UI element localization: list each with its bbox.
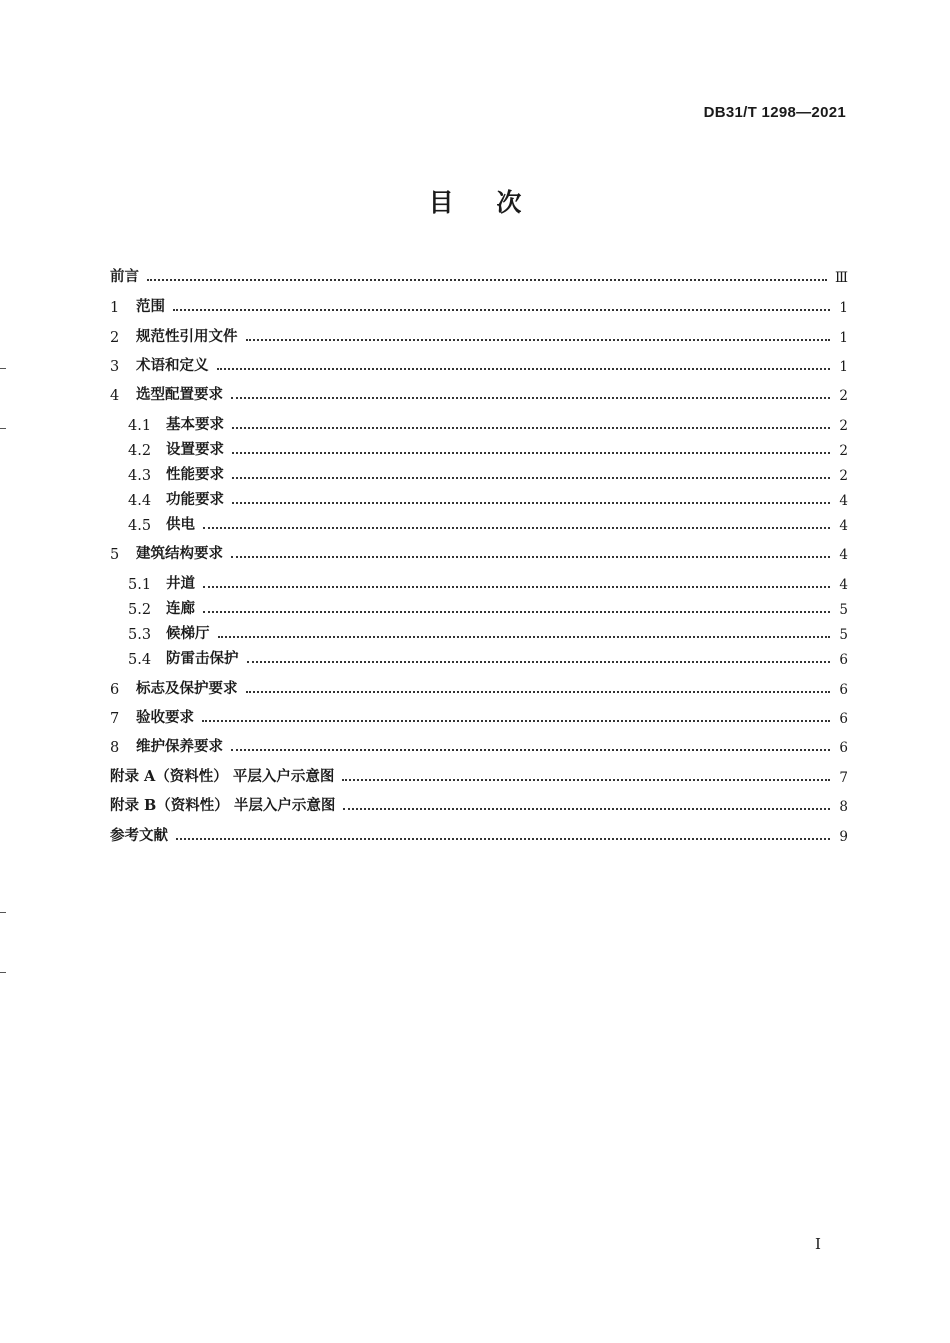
toc-entry-page: 1	[839, 359, 848, 375]
toc-leader-dots	[231, 749, 830, 751]
toc-leader-dots	[231, 397, 830, 399]
toc-entry-number: 8	[110, 740, 120, 756]
toc-entry-page: 2	[839, 443, 848, 459]
toc-entry[interactable]	[110, 762, 848, 786]
toc-leader-dots	[247, 661, 831, 663]
toc-entry-page: 1	[839, 330, 848, 346]
toc-leader-dots	[217, 368, 831, 370]
toc-entry-label: 设置要求	[166, 441, 224, 458]
toc-entry[interactable]	[128, 644, 848, 668]
toc-entry[interactable]	[110, 539, 848, 563]
toc-entry-label: 防雷击保护	[166, 650, 239, 667]
toc-entry-number: 4.2	[128, 443, 152, 459]
toc-leader-dots	[203, 586, 830, 588]
toc-leader-dots	[232, 502, 830, 504]
toc-entry-page: 9	[839, 829, 848, 845]
toc-entry-label: 性能要求	[166, 466, 224, 483]
toc-leader-dots	[232, 452, 830, 454]
toc-leader-dots	[147, 279, 827, 281]
document-code: DB31/T 1298—2021	[703, 104, 846, 121]
toc-entry[interactable]	[128, 510, 848, 534]
toc-entry-number: 1	[110, 300, 120, 316]
toc-entry-label: 参考文献	[110, 827, 168, 844]
toc-entry-number: 4.3	[128, 468, 152, 484]
toc-entry-page: Ⅲ	[834, 270, 848, 286]
toc-entry-page: 4	[839, 518, 848, 534]
toc-entry[interactable]	[110, 821, 848, 845]
toc-entry[interactable]	[110, 380, 848, 404]
toc-entry-page: 1	[839, 300, 848, 316]
page-number: I	[815, 1235, 821, 1253]
toc-entry-number: 6	[110, 682, 120, 698]
toc-leader-dots	[246, 339, 831, 341]
toc-leader-dots	[202, 720, 830, 722]
toc-entry-number: 5.3	[128, 627, 152, 643]
toc-entry[interactable]	[128, 619, 848, 643]
toc-leader-dots	[203, 527, 830, 529]
toc-entry-number: 3	[110, 359, 120, 375]
toc-entry[interactable]	[128, 594, 848, 618]
toc-entry-label: 范围	[136, 298, 165, 315]
toc-entry-label: 术语和定义	[136, 357, 209, 374]
toc-entry[interactable]	[128, 569, 848, 593]
toc-leader-dots	[231, 556, 830, 558]
scan-mark	[0, 972, 6, 973]
toc-entry-page: 4	[839, 547, 848, 563]
page-title: 目 次	[428, 188, 522, 217]
toc-leader-dots	[246, 691, 831, 693]
toc-entry[interactable]	[110, 262, 848, 286]
toc-entry[interactable]	[128, 460, 848, 484]
toc-entry-page: 2	[839, 388, 848, 404]
toc-entry[interactable]	[128, 485, 848, 509]
toc-leader-dots	[343, 808, 830, 810]
toc-entry-page: 8	[839, 799, 848, 815]
toc-entry-page: 6	[839, 652, 848, 668]
toc-entry[interactable]	[110, 292, 848, 316]
toc-entry-label: 规范性引用文件	[136, 328, 238, 345]
toc-leader-dots	[176, 838, 830, 840]
toc-entry-page: 5	[839, 627, 848, 643]
toc-entry-number: 5.2	[128, 602, 152, 618]
toc-entry-label: 前言	[110, 268, 139, 285]
toc-entry-page: 5	[839, 602, 848, 618]
scan-mark	[0, 912, 6, 913]
scan-mark	[0, 428, 6, 429]
toc-leader-dots	[203, 611, 830, 613]
toc-entry-label: 验收要求	[136, 709, 194, 726]
toc-leader-dots	[232, 427, 830, 429]
scan-mark	[0, 368, 6, 369]
toc-entry-label: 选型配置要求	[136, 386, 223, 403]
toc-entry-label: 功能要求	[166, 491, 224, 508]
toc-entry-page: 6	[839, 682, 848, 698]
toc-entry[interactable]	[128, 410, 848, 434]
toc-leader-dots	[232, 477, 830, 479]
toc-entry-label: 井道	[166, 575, 195, 592]
toc-entry-page: 7	[839, 770, 848, 786]
toc-entry[interactable]	[128, 435, 848, 459]
toc-entry-label: 建筑结构要求	[136, 545, 223, 562]
toc-entry-page: 2	[839, 468, 848, 484]
toc-entry-label: 附录 A（资料性） 平层入户示意图	[110, 768, 335, 785]
toc-entry-label: 标志及保护要求	[136, 680, 238, 697]
toc-entry-number: 5	[110, 547, 120, 563]
toc-entry-number: 4	[110, 388, 120, 404]
toc-entry-number: 4.5	[128, 518, 152, 534]
toc-entry-label: 连廊	[166, 600, 195, 617]
toc-leader-dots	[173, 309, 830, 311]
toc-entry-number: 4.1	[128, 418, 152, 434]
toc-entry-number: 7	[110, 711, 120, 727]
toc-entry-page: 6	[839, 740, 848, 756]
toc-entry-number: 4.4	[128, 493, 152, 509]
toc-leader-dots	[218, 636, 831, 638]
toc-entry[interactable]	[110, 322, 848, 346]
toc-entry[interactable]	[110, 732, 848, 756]
toc-entry[interactable]	[110, 703, 848, 727]
toc-entry[interactable]	[110, 351, 848, 375]
toc-entry-label: 候梯厅	[166, 625, 210, 642]
toc-entry-number: 2	[110, 330, 120, 346]
toc-entry-page: 4	[839, 577, 848, 593]
toc-entry-label: 基本要求	[166, 416, 224, 433]
toc-entry-number: 5.1	[128, 577, 152, 593]
toc-entry-page: 2	[839, 418, 848, 434]
toc-entry-label: 附录 B（资料性） 半层入户示意图	[110, 797, 336, 814]
toc-leader-dots	[342, 779, 830, 781]
toc-entry-label: 维护保养要求	[136, 738, 223, 755]
toc-entry-page: 6	[839, 711, 848, 727]
toc-entry[interactable]	[110, 791, 848, 815]
toc-entry-page: 4	[839, 493, 848, 509]
toc-entry-label: 供电	[166, 516, 195, 533]
toc-entry-number: 5.4	[128, 652, 152, 668]
toc-entry[interactable]	[110, 674, 848, 698]
